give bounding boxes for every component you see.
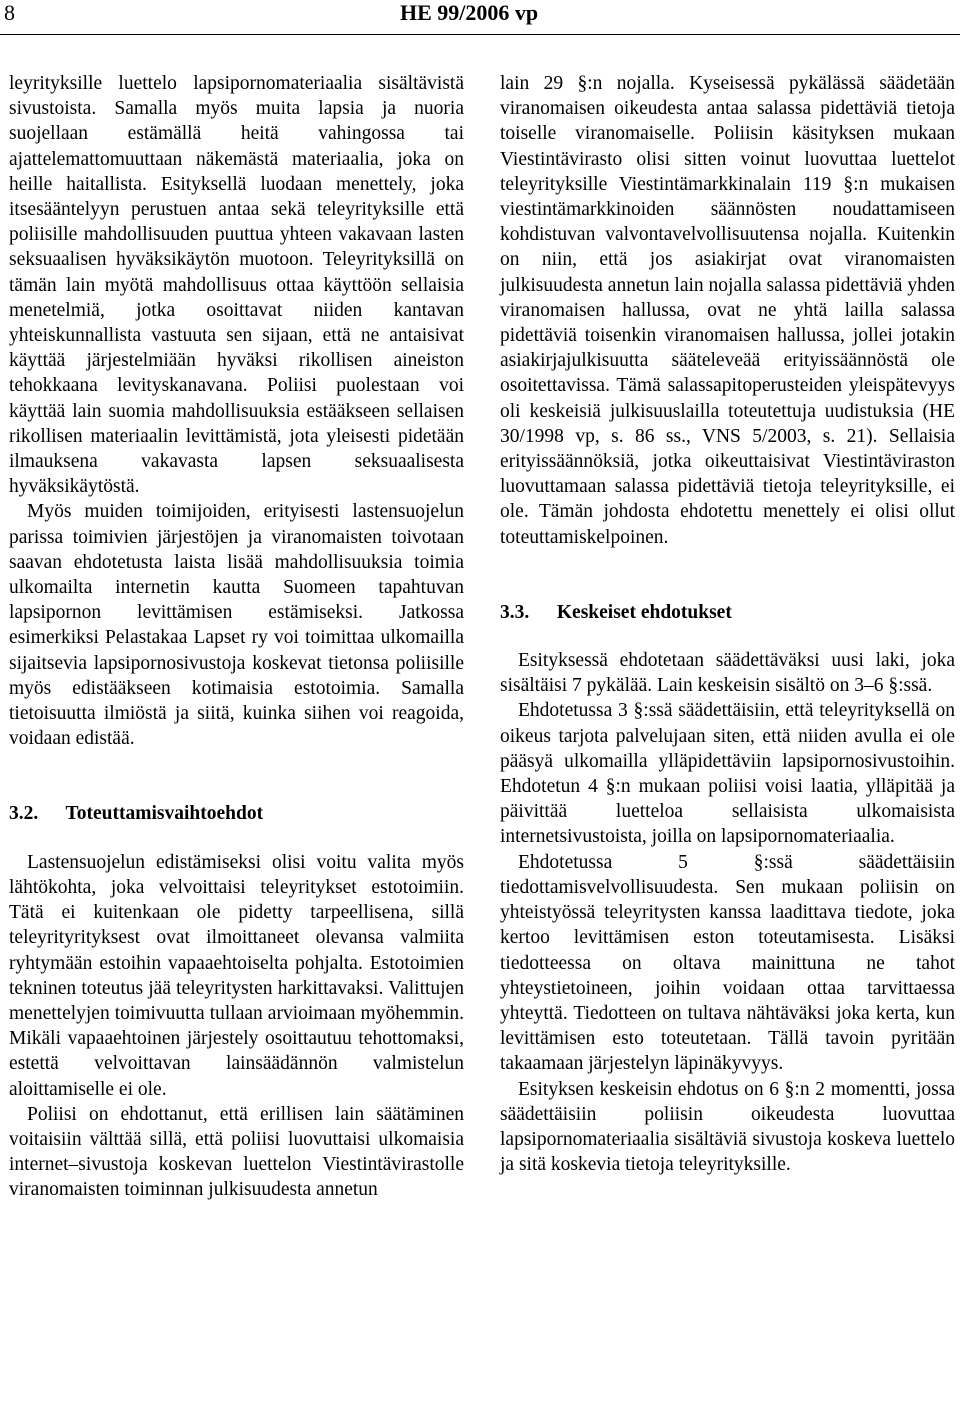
spacer (500, 625, 955, 648)
section-number: 3.2. (9, 803, 39, 825)
section-title: Toteuttamisvaihtoehdot (65, 803, 264, 825)
spacer (9, 827, 464, 850)
section-title: Keskeiset ehdotukset (556, 601, 732, 623)
paragraph: Lastensuojelun edistämiseksi olisi voitu valita myös lähtökohta, joka velvoittaisi teleyritykset estotoimiin. Tätä ei kuitenkaan ole pidetty tarpeellisena, sillä teleyrityrityksest ovat ilmoittaneet olevansa valmiita ryhtymään estoihin vapaaehtoiselta pohjalta. Estotoimien tekninen toteutus jää teleyritysten harkittavaksi. Valittujen menettelyjen toimivuutta tullaan arvioimaan myöhemmin. Mikäli vapaaehtoinen järjestely osoittautuu tehottomaksi, estettä velvoittavan lainsäädännön valmistelun aloittamiselle ei ole. (9, 851, 464, 1100)
paragraph: Ehdotetussa 5 §:ssä säädettäisiin tiedottamisvelvollisuudesta. Sen mukaan poliisin on yhteistyössä teleyritysten kanssa laadittava tiedote, joka kertoo levittämisen eston toteutamisesta. Lisäksi tiedotteessa on oltava mainittuna ne tahot yhteystietoineen, joihin voidaan ottaa tarvittaessa yhteyttä. Tiedotteen on tultava nähtäväksi joka kerta, kun levittämisen esto toteutetaan. Tällä tavoin pyritään takaamaan järjestelyn läpinäkyvyys. (500, 851, 955, 1075)
section-heading (500, 600, 955, 625)
header-rule (0, 34, 960, 35)
right-column (500, 71, 955, 1177)
paragraph: Ehdotetussa 3 §:ssä säädettäisiin, että teleyrityksellä on oikeus tarjota palvelujaan siten, että niiden avulla ei ole pääsyä ulkomailla ylläpidettäviin lapsipornosivustoihin. Ehdotetun 4 §:n mukaan poliisi voisi laatia, ylläpitää ja päivittää luetteloa sellaisista ulkomaisista internetsivustoista, joilla on lapsipornomateriaalia. (500, 700, 955, 848)
document-id: HE 99/2006 vp (400, 0, 539, 25)
section-heading (9, 801, 464, 826)
spacer (9, 751, 464, 801)
left-column (9, 71, 464, 1203)
page-number: 8 (4, 0, 15, 25)
paragraph: Esityksessä ehdotetaan säädettäväksi uusi laki, joka sisältäisi 7 pykälää. Lain keskeisin sisältö on 3–6 §:ssä. (500, 650, 955, 697)
paragraph: lain 29 §:n nojalla. Kyseisessä pykälässä säädetään viranomaisen oikeudesta antaa salassa pidettäviä tietoja toiselle viranomaiselle. Poliisin käsityksen mukaan Viestintävirasto olisi sitten voinut luovuttaa luettelot teleyrityksille Viestintämarkkinalain 119 §:n mukaisen viestintämarkkinoiden säännösten noudattamiseen kohdistuvan valvontavelvollisuutensa nojalla. Kuitenkin on niin, että jos asiakirjat ovat viranomaisten julkisuudesta annetun lain nojalla salassa pidettäviä yhden viranomaisen hallussa, ovat ne yhtä lailla salassa pidettäviä toisenkin viranomaisen hallussa, jollei jotakin asiakirjajulkisuutta sääteleveää erityissäännöstä ole osoitettavissa. Tämä salassapitoperusteiden yleispätevyys oli keskeisiä julkisuuslailla toteutettuja uudistuksia (HE 30/1998 vp, s. 86 ss., VNS 5/2003, s. 21). Sellaisia erityissäännöksiä, jotka oikeuttaisivat Viestintäviraston luovuttamaan salassa pidettäviä tietoja teleyrityksille, ei ole. Tämän johdosta ehdotettu menettely ei olisi ollut toteuttamiskelpoinen. (500, 73, 955, 548)
paragraph: Myös muiden toimijoiden, erityisesti lastensuojelun parissa toimivien järjestöjen ja viranomaisten toivotaan saavan ehdotetusta laista lisää mahdollisuuksia toimia ulkomailta internetin kautta Suomeen tapahtuvan lapsipornon levittämisen estämiseksi. Jatkossa esimerkiksi Pelastakaa Lapset ry voi toimittaa ulkomailla sijaitsevia lapsipornosivustoja koskevat tietonsa poliisille myös edistääkseen kotimaisia estotoimia. Samalla tietoisuutta ilmiöstä ja siitä, kuinka siihen voi reagoida, voidaan edistää. (9, 501, 464, 750)
paragraph: leyrityksille luettelo lapsipornomateriaalia sisältävistä sivustoista. Samalla myös muita lapsia ja nuoria suojellaan estämällä heitä vahingossa tai ajattelemattomuuttaan näkemästä materiaalia, joka on heille haitallista. Esityksellä luodaan menettely, joka itsesääntelyyn perustuen antaa sekä teleyrityksille että poliisille mahdollisuuden puuttua yhteen vakavaan lasten seksuaalisen hyväksikäytön muotoon. Teleyrityksillä on tämän lain myötä mahdollisuus ottaa käyttöön sellaisia menetelmiä, jotka osoittavat niiden kantavan yhteiskunnallista vastuuta sen sijaan, että ne antaisivat käyttää järjestelmiään hyväksi rikollisen aineiston tehokkaana levityskanavana. Poliisi puolestaan voi käyttää lain suomia mahdollisuuksia estääkseen sellaisen rikollisen materiaalin levittämistä, jota yleisesti pidetään ilmauksena vakavasta lapsen seksuaalisesta hyväksikäytöstä. (9, 73, 464, 498)
paragraph: Esityksen keskeisin ehdotus on 6 §:n 2 momentti, jossa säädettäisiin poliisin oikeudesta luovuttaa lapsipornomateriaalia sisältäviä sivustoja koskeva luettelo ja sitä koskevia tietoja teleyrityksille. (500, 1078, 955, 1176)
section-number: 3.3. (500, 601, 530, 623)
spacer (500, 550, 955, 600)
paragraph: Poliisi on ehdottanut, että erillisen lain säätäminen voitaisiin välttää sillä, että poliisi luovuttaisi ulkomaisia internet–sivustoja koskevan luettelon Viestintävirastolle viranomaisten toiminnan julkisuudesta annetun (9, 1103, 464, 1201)
page-header (0, 0, 960, 40)
